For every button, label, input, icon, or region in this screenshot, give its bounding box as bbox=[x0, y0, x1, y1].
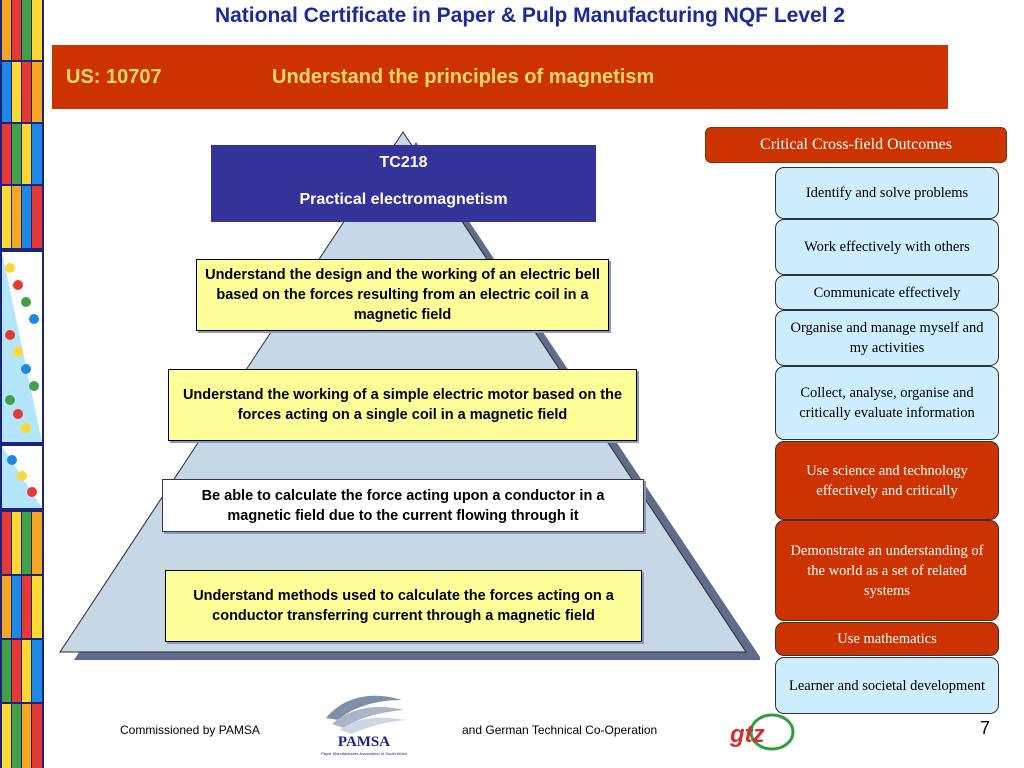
unit-standard-title: Understand the principles of magnetism bbox=[272, 65, 655, 88]
ccfo-item-related-systems: Demonstrate an understanding of the world as a set of related systems bbox=[775, 520, 999, 621]
ccfo-item-work-with-others: Work effectively with others bbox=[775, 219, 999, 275]
outcome-box-3: Be able to calculate the force acting upon a conductor in a magnetic field due to the current flowing through it bbox=[162, 479, 644, 532]
footer-cooperation: and German Technical Co-Operation bbox=[462, 723, 658, 737]
ccfo-item-learner-development: Learner and societal development bbox=[775, 657, 999, 714]
page-title: National Certificate in Paper & Pulp Manufacturing NQF Level 2 bbox=[214, 4, 846, 27]
pamsa-logo-subtext: Paper Manufacturers Association of South Africa bbox=[321, 751, 407, 756]
page-number: 7 bbox=[979, 718, 990, 738]
module-code: TC218 bbox=[379, 154, 428, 171]
gtz-logo bbox=[726, 712, 796, 752]
ccfo-item-organise: Organise and manage myself and my activities bbox=[775, 310, 999, 366]
ccfo-header: Critical Cross-field Outcomes bbox=[705, 127, 1007, 163]
ccfo-item-science-technology: Use science and technology effectively and critically bbox=[775, 441, 999, 520]
pamsa-logo-text: PAMSA bbox=[337, 734, 391, 750]
outcome-box-4: Understand methods used to calculate the forces acting on a conductor transferring current through a magnetic field bbox=[165, 570, 642, 642]
gtz-logo-text: gtz bbox=[730, 721, 765, 748]
module-header-box bbox=[211, 145, 596, 222]
ccfo-item-identify-solve: Identify and solve problems bbox=[775, 167, 999, 219]
ccfo-item-collect-analyse: Collect, analyse, organise and critically evaluate information bbox=[775, 366, 999, 440]
footer-commissioned: Commissioned by PAMSA bbox=[120, 723, 260, 737]
ccfo-item-communicate: Communicate effectively bbox=[775, 275, 999, 310]
unit-standard-code: US: 10707 bbox=[66, 65, 162, 88]
module-subtitle: Practical electromagnetism bbox=[299, 191, 508, 208]
outcome-box-1: Understand the design and the working of an electric bell based on the forces resulting from an electric coil in a magnetic field bbox=[196, 259, 609, 331]
pamsa-logo bbox=[318, 690, 410, 762]
outcome-box-2: Understand the working of a simple electric motor based on the forces acting on a single coil in a magnetic field bbox=[168, 369, 637, 441]
ccfo-item-mathematics: Use mathematics bbox=[775, 622, 999, 656]
